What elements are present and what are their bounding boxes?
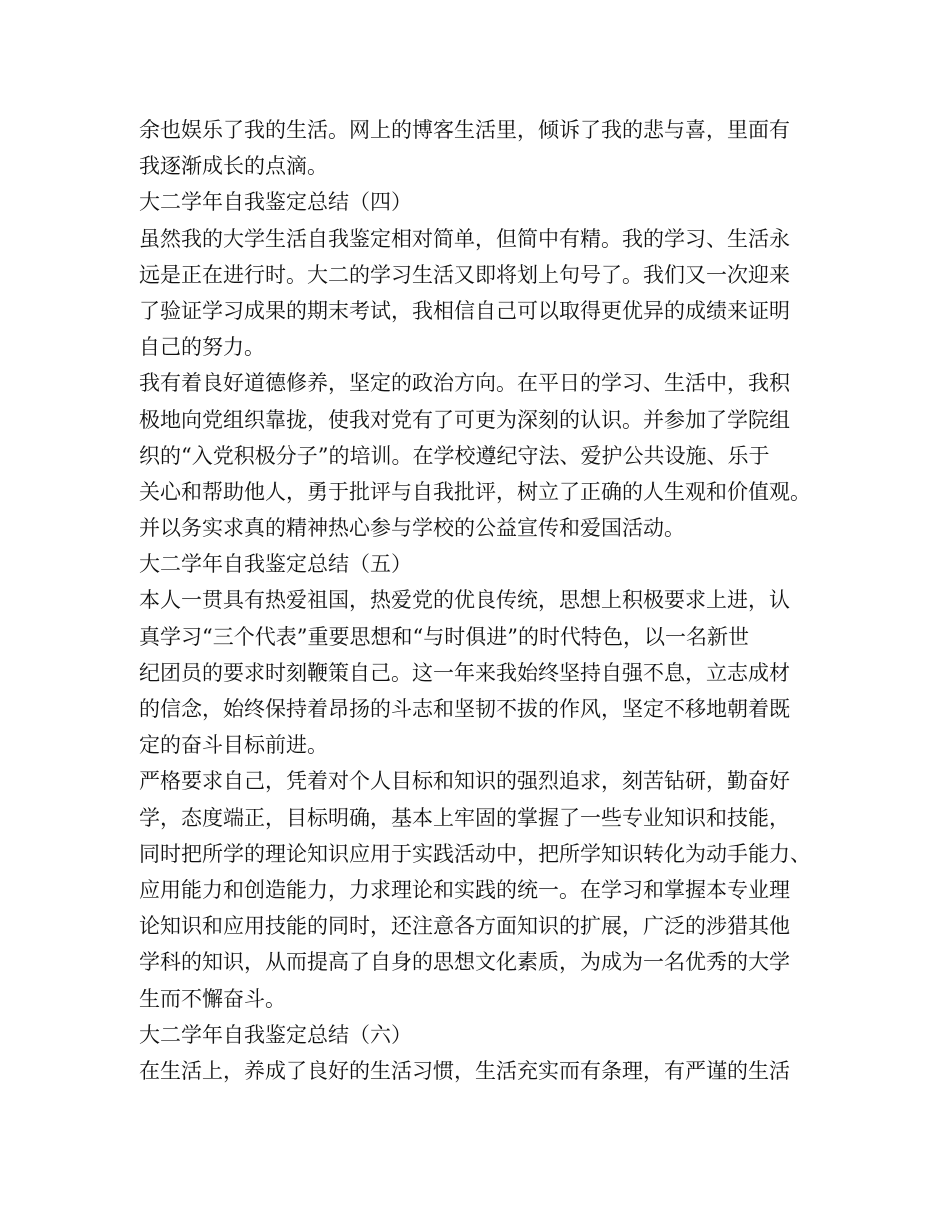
text-line: 纪团员的要求时刻鞭策自己。这一年来我始终坚持自强不息，立志成材 [139,660,790,685]
text-line: 自己的努力。 [139,335,265,360]
text-line: 我有着良好道德修养，坚定的政治方向。在平日的学习、生活中，我积 [139,371,790,396]
text-line: 极地向党组织靠拢，使我对党有了可更为深刻的认识。并参加了学院组 [139,407,790,432]
text-line: 生而不懈奋斗。 [139,986,286,1011]
text-line: 应用能力和创造能力，力求理论和实践的统一。在学习和掌握本专业理 [139,877,790,902]
text-line: 本人一贯具有热爱祖国，热爱党的优良传统，思想上积极要求上进，认 [139,588,790,613]
text-line: 严格要求自己，凭着对个人目标和知识的强烈追求，刻苦钻研，勤奋好 [139,769,790,794]
document-body [139,112,839,1089]
text-line: 余也娱乐了我的生活。网上的博客生活里，倾诉了我的悲与喜，里面有 [139,118,790,142]
text-line: 远是正在进行时。大二的学习生活又即将划上句号了。我们又一次迎来 [139,262,790,287]
text-line: 我逐渐成长的点滴。 [139,154,328,179]
text-line: 定的奋斗目标前进。 [139,733,328,758]
text-line: 学，态度端正，目标明确，基本上牢固的掌握了一些专业知识和技能， [139,805,790,830]
text-line: 论知识和应用技能的同时，还注意各方面知识的扩展，广泛的涉猎其他 [139,914,790,939]
text-line: 的信念，始终保持着昂扬的斗志和坚韧不拔的作风，坚定不移地朝着既 [139,697,790,721]
section-heading: 大二学年自我鉴定总结（六） [139,1022,412,1047]
text-line: 虽然我的大学生活自我鉴定相对简单，但简中有精。我的学习、生活永 [139,226,790,251]
text-line: 真学习“三个代表”重要思想和“与时俱进”的时代特色，以一名新世 [139,624,749,649]
text-line: 并以务实求真的精神热心参与学校的公益宣传和爱国活动。 [139,516,685,541]
text-line: 学科的知识，从而提高了自身的思想文化素质，为成为一名优秀的大学 [139,950,790,975]
text-line: 了验证学习成果的期末考试，我相信自己可以取得更优异的成绩来证明 [139,298,790,323]
text-line: 织的“入党积极分子”的培训。在学校遵纪守法、爱护公共设施、乐于 [139,443,770,468]
text-line: 在生活上，养成了良好的生活习惯，生活充实而有条理，有严谨的生活 [139,1058,790,1083]
section-heading: 大二学年自我鉴定总结（五） [139,552,412,577]
section-heading: 大二学年自我鉴定总结（四） [139,190,412,215]
text-line: 关心和帮助他人，勇于批评与自我批评，树立了正确的人生观和价值观。 [139,479,811,504]
text-line: 同时把所学的理论知识应用于实践活动中，把所学知识转化为动手能力、 [139,841,811,866]
